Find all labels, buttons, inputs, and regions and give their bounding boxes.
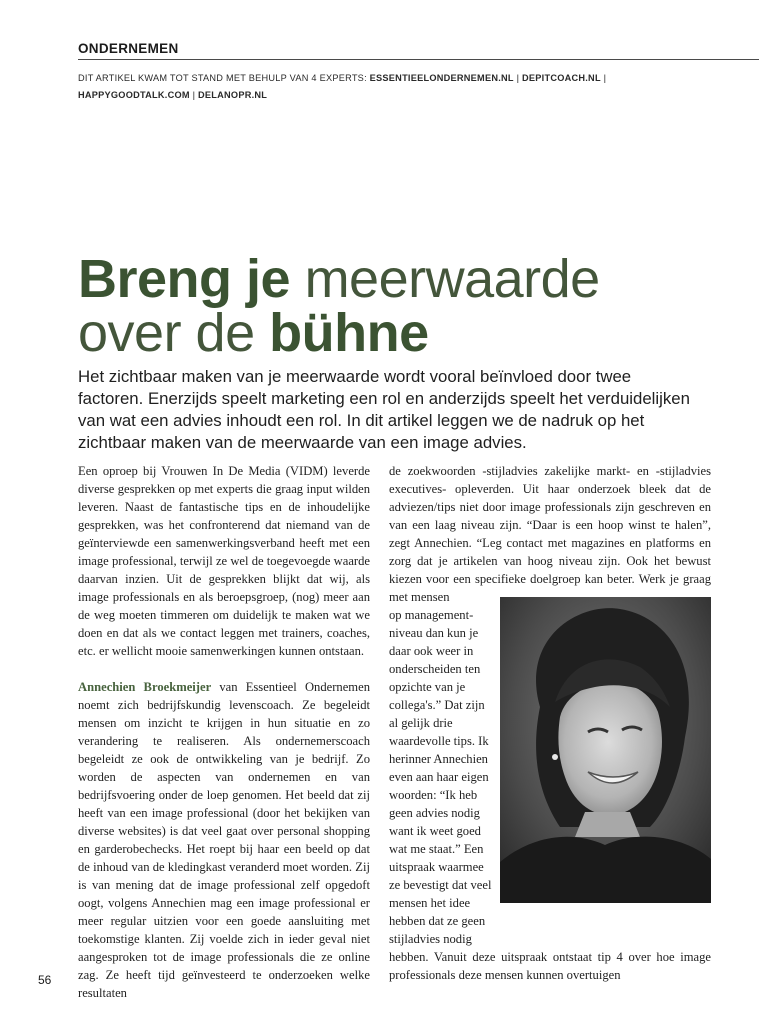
expert-name: Annechien Broekmeijer bbox=[78, 680, 212, 694]
expert-link-4: DELANOPR.NL bbox=[198, 90, 268, 100]
body-paragraph-1: Een oproep bij Vrouwen In De Media (VIDM) leverde diverse gesprekken op met experts die graag input wilden leveren. Naast de fantastische tips en de inhoudelijke gesprekken, was het confronterend dat niemand van de geïnterviewde een samenwerkingsverband heeft met een image professional, terwijl ze wel de toegevoegde waarde daarvan inzien. Uit de gesprekken blijkt dat wij, als image professionals en als beroepsgroep, (nog) meer aan de weg moeten timmeren om duidelijk te maken wat we doen en dat als we contact leggen met trainers, coaches, etc. er wellicht mooie samenwerkingen kunnen ontstaan. bbox=[78, 464, 370, 658]
credits-separator: | bbox=[189, 90, 199, 100]
article-headline bbox=[78, 249, 718, 363]
page-number: 56 bbox=[38, 973, 52, 987]
body-column-2-wrap: op management-niveau dan kun je daar ook weer in onderscheiden ten opzichte van je collega's.” Dat zijn al gelijk drie waardevolle tips. Ik herinner Annechien even aan haar eigen woorden: “Ik heb geen advies nodig want ik weet goed wat me staat.” Een uitspraak waarmee ze bevestigt dat veel mensen het idee hebben dat ze geen stijladvies nodig bbox=[389, 608, 492, 946]
expert-link-1: ESSENTIEELONDERNEMEN.NL bbox=[369, 73, 514, 83]
body-paragraph-2 bbox=[78, 678, 370, 1002]
body-paragraph-2-text: van Essentieel Ondernemen noemt zich bedrijfskundig levenscoach. Ze begeleidt mensen om inzicht te krijgen in hun situatie en zo verandering te realiseren. Als ondernemerscoach begeleidt ze ook de ontwikkeling van je bedrijf. Zo worden de aspecten van ondernemen en van bedrijfsvoering onder de loep genomen. Het beeld dat zij heeft van een image professional (door het bekijken van diverse websites) is dat veel gaat over personal shopping en garderobechecks. Het roept bij haar een beeld op dat de inhoud van de kledingkast veranderd moet worden. Zij is van mening dat de image professional zelf opgedoft oogt, volgens Annechien mag een image professional er meer regular uitzien voor een goede aansluiting met toekomstige klanten. Zij voelde zich in ieder geval niet aangesproken tot de image professionals die ze online zag. Ze heeft tijd geïnvesteerd te onderzoeken welke resultaten bbox=[78, 680, 370, 1000]
credits-separator: | bbox=[513, 73, 523, 83]
expert-link-3: HAPPYGOODTALK.COM bbox=[78, 90, 190, 100]
expert-link-2: DEPITCOACH.NL bbox=[522, 73, 601, 83]
credits-separator: | bbox=[600, 73, 607, 83]
section-label: ONDERNEMEN bbox=[78, 41, 179, 56]
expert-credits bbox=[78, 70, 738, 104]
headline-part-4: bühne bbox=[269, 303, 429, 363]
section-divider bbox=[78, 59, 759, 60]
portrait-photo bbox=[500, 597, 711, 903]
body-column-2-bottom: hebben. Vanuit deze uitspraak ontstaat tip 4 over hoe image professionals deze mensen kunnen overtuigen bbox=[389, 950, 711, 982]
article-intro: Het zichtbaar maken van je meerwaarde wordt vooral beïnvloed door twee factoren. Enerzijds speelt marketing een rol en anderzijds speelt het verduidelijken van wat een advies inhoudt een rol. In dit artikel leggen we de nadruk op het zichtbaar maken van de meerwaarde van een image advies. bbox=[78, 367, 690, 452]
body-column-2-top: de zoekwoorden -stijladvies zakelijke markt- en -stijladvies executives- opleverden. Uit haar onderzoek bleek dat de adviezen/tips niet door image professionals zijn geschreven en van een laag niveau zijn. “Daar is een hoop winst te halen”, zegt Annechien. “Leg contact met magazines en platforms en zorg dat je artikelen van hoog niveau zijn. Ook het bewust kiezen voor een specifieke doelgroep kan beter. Werk je graag met mensen bbox=[389, 464, 711, 604]
credits-prefix: DIT ARTIKEL KWAM TOT STAND MET BEHULP VAN 4 EXPERTS: bbox=[78, 73, 370, 83]
headline-part-3: over de bbox=[78, 303, 270, 363]
portrait-image bbox=[500, 597, 711, 903]
headline-part-2: meerwaarde bbox=[290, 249, 600, 309]
body-column-1 bbox=[78, 462, 370, 1002]
headline-part-1: Breng je bbox=[78, 249, 291, 309]
